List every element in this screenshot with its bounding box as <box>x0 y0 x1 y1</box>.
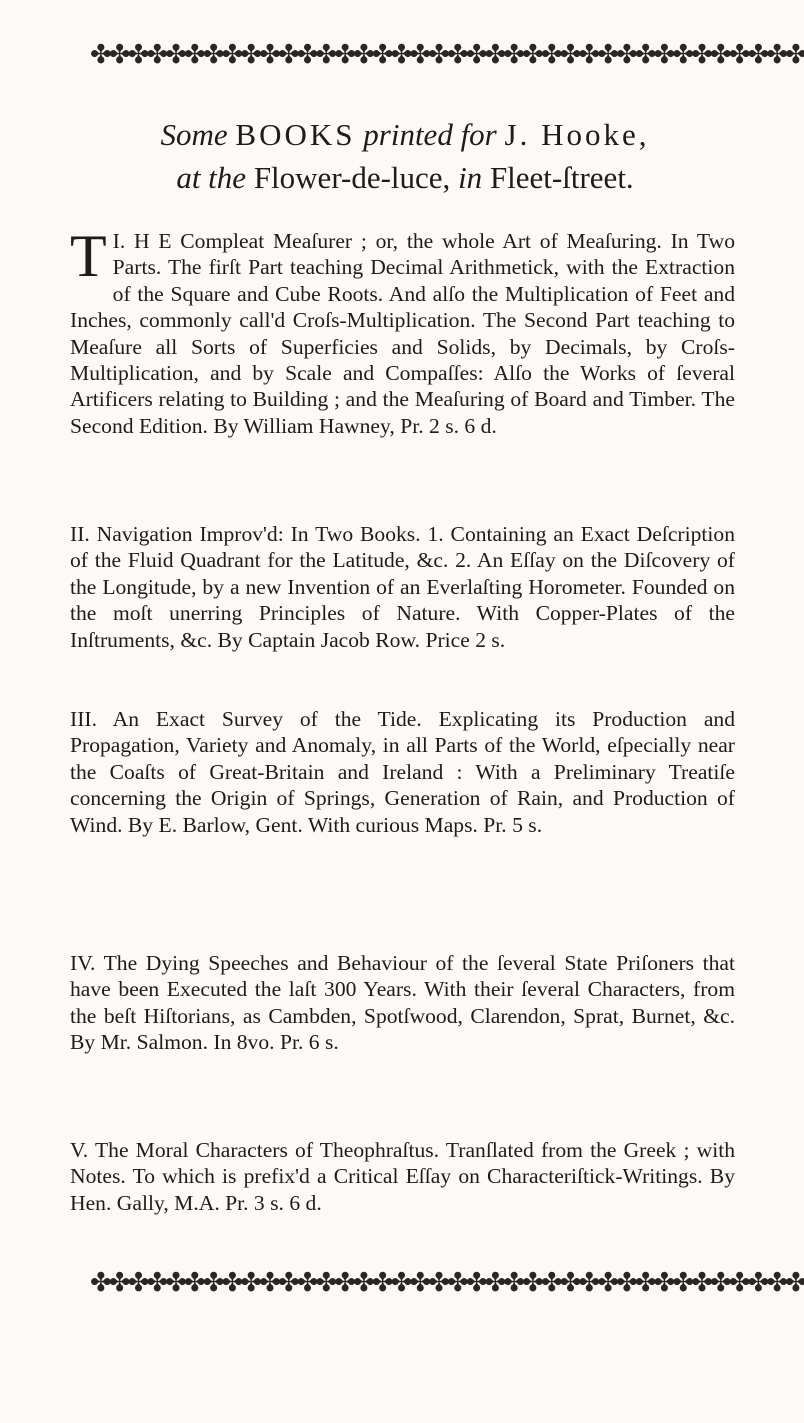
top-ornament-border: ✤✤✤✤✤✤✤✤✤✤✤✤✤✤✤✤✤✤✤✤✤✤✤✤✤✤✤✤✤✤✤✤✤✤✤✤✤✤ <box>90 40 804 70</box>
entry-number: II. <box>70 522 90 546</box>
book-entry-3 <box>70 706 735 838</box>
book-entry-4 <box>70 950 735 1056</box>
heading-books: BOOKS <box>235 117 356 152</box>
entry-text: The Dying Speeches and Behaviour of the ſeveral State Priſoners that have been Executed the laſt 300 Years. With their ſeveral Characters, from the beſt Hiſtorians, as Cambden, Spotſwood, Clarendon, Sprat, Burnet, &c. By Mr. Salmon. In 8vo. Pr. 6 s. <box>70 951 735 1055</box>
heading-printed-for: printed for <box>363 117 497 152</box>
heading-lead: Some <box>160 117 228 152</box>
heading-publisher: J. Hooke, <box>504 117 650 152</box>
bottom-ornament-border: ✤✤✤✤✤✤✤✤✤✤✤✤✤✤✤✤✤✤✤✤✤✤✤✤✤✤✤✤✤✤✤✤✤✤✤✤✤✤ <box>90 1268 804 1298</box>
entry-text: Navigation Improv'd: In Two Books. 1. Containing an Exact Deſcription of the Fluid Quadrant for the Latitude, &c. 2. An Eſſay on the Diſcovery of the Longitude, by a new Invention of an Everlaſting Horometer. Founded on the moſt unerring Principles of Nature. With Copper-Plates of the Inſtruments, &c. By Captain Jacob Row. Price 2 s. <box>70 522 735 652</box>
entry-text: The Moral Characters of Theophraſtus. Tranſlated from the Greek ; with Notes. To which is prefix'd a Critical Eſſay on Characteriſtick-Writings. By Hen. Gally, M.A. Pr. 3 s. 6 d. <box>70 1138 735 1215</box>
heading-sign: Flower-de-luce, <box>253 160 451 195</box>
heading-in: in <box>458 160 483 195</box>
entry-number: IV. <box>70 951 96 975</box>
book-entry-5 <box>70 1137 735 1216</box>
drop-cap: T <box>70 223 107 289</box>
entry-text: H E Compleat Meaſurer ; or, the whole Art of Meaſuring. In Two Parts. The firſt Part teaching Decimal Arithmetick, with the Extraction of the Square and Cube Roots. And alſo the Multiplication of Feet and Inches, commonly call'd Croſs-Multiplication. The Second Part teaching to Meaſure all Sorts of Superficies and Solids, by Decimals, by Croſs-Multiplication, and by Scale and Compaſſes: Alſo the Works of ſeveral Artificers relating to Building ; and the Meaſuring of Board and Timber. The Second Edition. By William Hawney, Pr. 2 s. 6 d. <box>70 229 735 438</box>
page-heading-line-1 <box>70 115 740 155</box>
entry-number: V. <box>70 1138 89 1162</box>
heading-street: Fleet-ſtreet. <box>489 160 634 195</box>
heading-at-the: at the <box>176 160 247 195</box>
entry-number: I. <box>112 229 126 253</box>
page-heading-line-2 <box>70 158 740 198</box>
entry-number: III. <box>70 707 97 731</box>
book-entry-1 <box>70 223 735 439</box>
entry-text: An Exact Survey of the Tide. Explicating its Production and Propagation, Variety and Anomaly, in all Parts of the World, eſpecially near the Coaſts of Great-Britain and Ireland : With a Preliminary Treatiſe concerning the Origin of Springs, Generation of Rain, and Production of Wind. By E. Barlow, Gent. With curious Maps. Pr. 5 s. <box>70 707 735 837</box>
book-entry-2 <box>70 521 735 653</box>
